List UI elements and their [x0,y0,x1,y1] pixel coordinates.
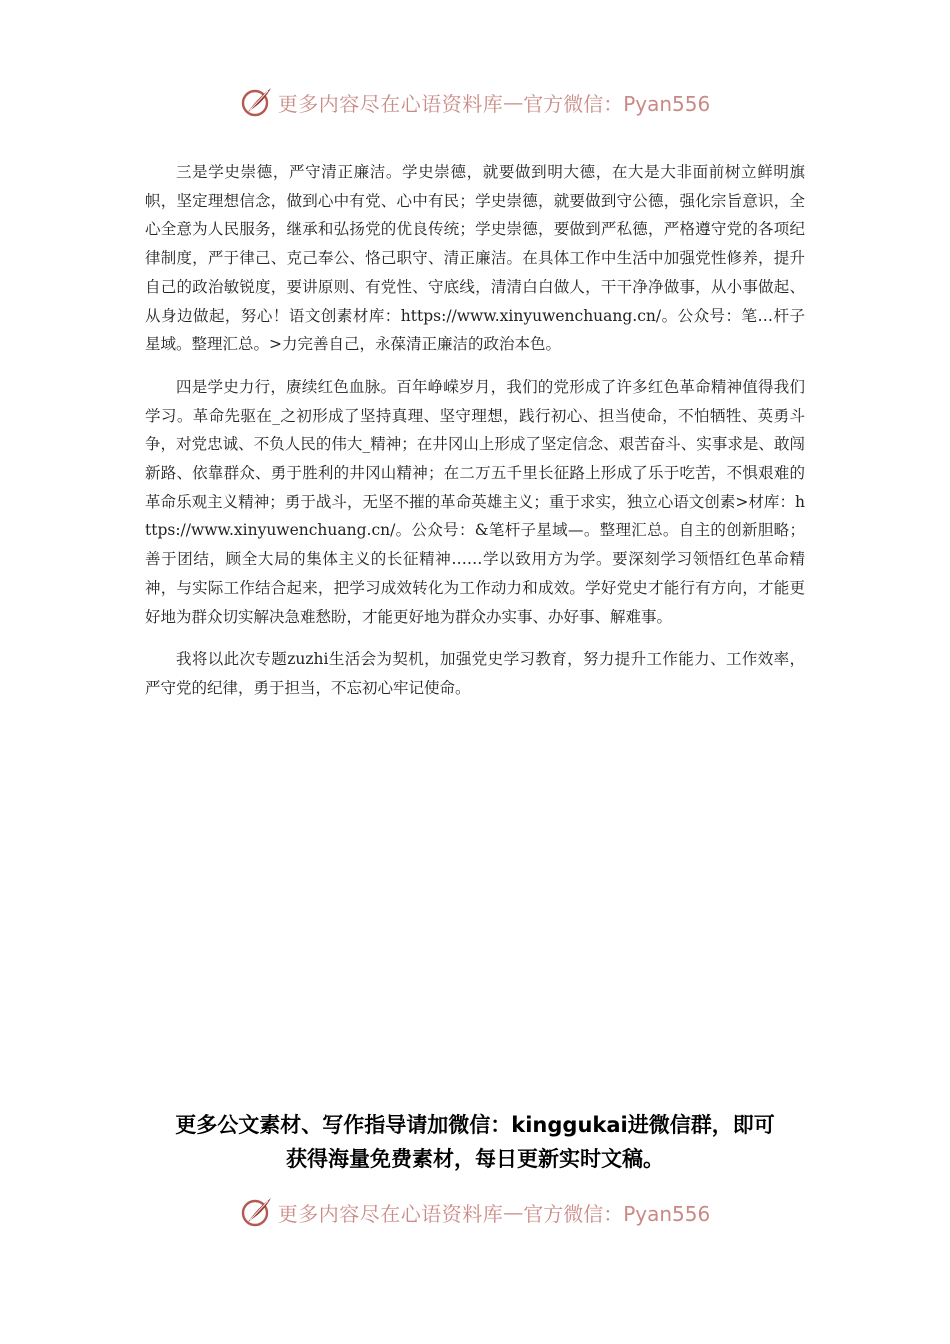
footer-banner [0,1192,950,1232]
promo-line-2: 获得海量免费素材，每日更新实时文稿。 [286,1147,664,1171]
footer-wechat-text: 官方微信：Pyan556 [523,1201,711,1226]
footer-site-text: 更多内容尽在心语资料库 [277,1201,504,1226]
paragraph-2: 四是学史力行，赓续红色血脉。百年峥嵘岁月，我们的党形成了许多红色革命精神值得我们学习。革命先驱在_之初形成了坚持真理、坚守理想，践行初心、担当使命，不怕牺牲、英勇斗争，对党忠诚、不负人民的伟大_精神；在井冈山上形成了坚定信念、艰苦奋斗、实事求是、敢闯新路、依靠群众、勇于胜利的井冈山精神；在二万五千里长征路上形成了乐于吃苦，不惧艰难的革命乐观主义精神；勇于战斗，无坚不摧的革命英雄主义；重于求实，独立心语文创素>材库：https://www.xinyuwenchuang.cn/。公众号：&笔杆子星域—。整理汇总。自主的创新胆略；善于团结，顾全大局的集体主义的长征精神……学以致用方为学。要深刻学习领悟红色革命精神，与实际工作结合起来，把学习成效转化为工作动力和成效。学好党史才能行有方向，才能更好地为群众切实解决急难愁盼，才能更好地为群众办实事、办好事、解难事。 [145,377,805,626]
body-content [145,158,805,717]
header-wechat-text: 官方微信：Pyan556 [523,91,711,116]
feather-quill-logo-icon [240,1195,274,1229]
footer-separator: — [503,1200,524,1224]
feather-quill-logo-icon [240,85,274,119]
promo-notice [120,1108,830,1176]
paragraph-3: 我将以此次专题zuzhi生活会为契机，加强党史学习教育，努力提升工作能力、工作效率，严守党的纪律，勇于担当，不忘初心牢记使命。 [145,650,805,697]
paragraph-1: 三是学史崇德，严守清正廉洁。学史崇德，就要做到明大德，在大是大非面前树立鲜明旗帜，坚定理想信念，做到心中有党、心中有民；学史崇德，就要做到守公德，强化宗旨意识，全心全意为人民服务，继承和弘扬党的优良传统；学史崇德，要做到严私德，严格遵守党的各项纪律制度，严于律己、克己奉公、恪己职守、清正廉洁。在具体工作中生活中加强党性修养，提升自己的政治敏锐度，要讲原则、有党性、守底线，清清白白做人，干干净净做事，从小事做起、从身边做起，努心！语文创素材库：https://www.xinyuwenchuang.cn/。公众号：笔…杆子星域。整理汇总。>力完善自己，永葆清正廉洁的政治本色。 [145,163,805,354]
header-separator: — [503,90,524,114]
header-banner [0,82,950,122]
promo-line-1: 更多公文素材、写作指导请加微信：kinggukai进微信群，即可 [175,1113,775,1137]
header-site-text: 更多内容尽在心语资料库 [277,91,504,116]
